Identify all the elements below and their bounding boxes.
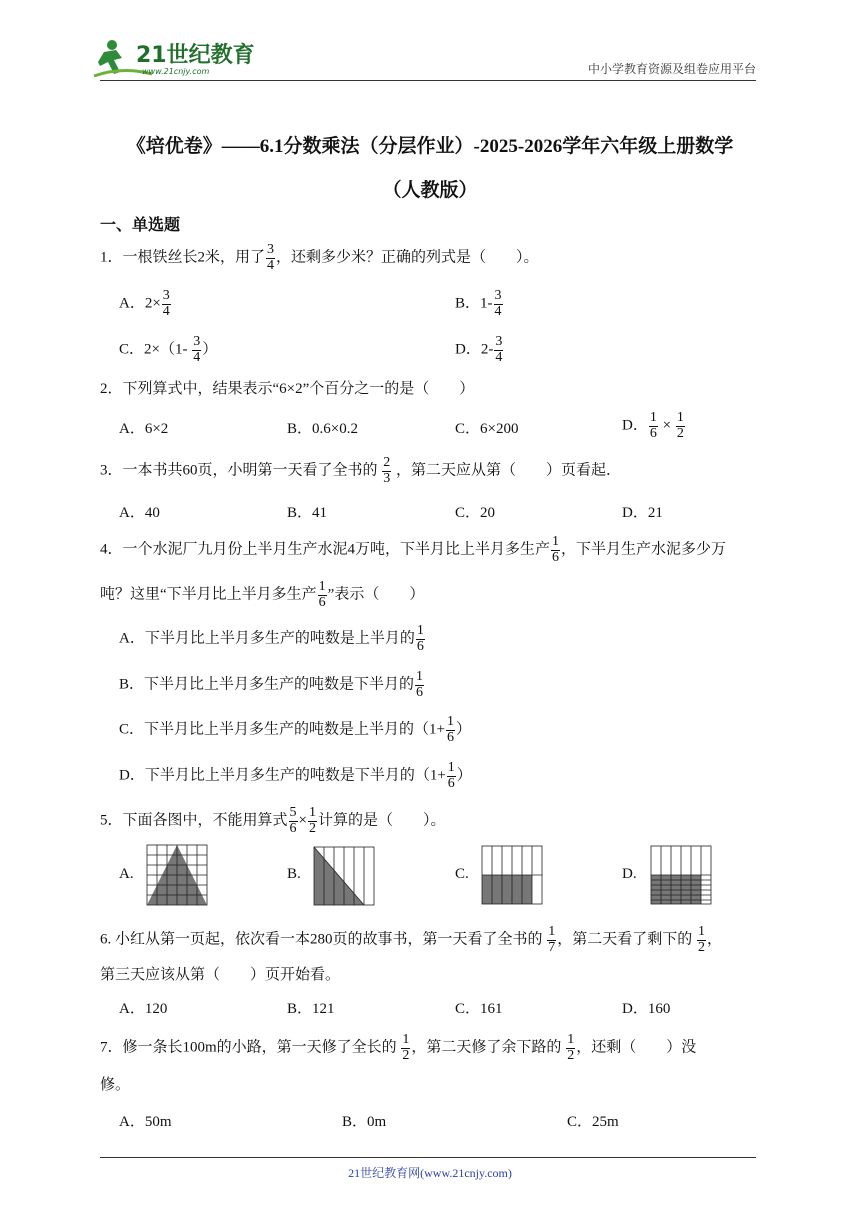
- question-3: 3．一本书共60页，小明第一天看了全书的 $\frac{2}{3}$ ，第二天应从第（ ）页看起．: [100, 455, 622, 486]
- figure-b-diagonal-shading[interactable]: [313, 846, 375, 906]
- option-5c-label[interactable]: C.: [455, 866, 469, 882]
- question-5: 5．下面各图中，不能用算式 $\frac{5}{6}$ × $\frac{1}{2}$ 计算的是（ ）。: [100, 805, 446, 836]
- option-6b[interactable]: B．121: [287, 1001, 335, 1017]
- question-1: 1．一根铁丝长2米，用了 $\frac{3}{4}$ ，还剩多少米？正确的列式是（ ）。: [100, 242, 539, 273]
- section-heading: 一、单选题: [100, 217, 181, 234]
- option-2c[interactable]: C．6×200: [455, 421, 519, 437]
- option-2d[interactable]: D． $\frac{1}{6}$ × $\frac{1}{2}$: [622, 410, 684, 441]
- page-title-line2: （人教版）: [382, 180, 478, 201]
- question-6-line1: 6. 小红从第一页起，依次看一本280页的故事书，第一天看了全书的 $\frac{1}{7}$ ，第二天看了剩下的 $\frac{1}{2}$ ，: [100, 924, 723, 955]
- option-4b[interactable]: B．下半月比上半月多生产的吨数是下半月的 $\frac{1}{6}$: [119, 669, 424, 700]
- option-3a[interactable]: A．40: [119, 505, 160, 521]
- footer-divider: [100, 1157, 756, 1158]
- question-7-line1: 7．修一条长100m的小路，第一天修了全长的 $\frac{1}{2}$ ，第二天修了余下路的 $\frac{1}{2}$ ，还剩（ ）没: [100, 1032, 697, 1063]
- option-4c[interactable]: C．下半月比上半月多生产的吨数是上半月的（1+ $\frac{1}{6}$ ）: [119, 714, 471, 745]
- option-7a[interactable]: A．50m: [119, 1114, 172, 1130]
- option-7b[interactable]: B．0m: [342, 1114, 387, 1130]
- option-3d[interactable]: D．21: [622, 505, 663, 521]
- option-1b[interactable]: B．1- $\frac{3}{4}$: [455, 288, 502, 319]
- option-2a[interactable]: A．6×2: [119, 421, 169, 437]
- page-title-line1: 《培优卷》——6.1分数乘法（分层作业）-2025-2026学年六年级上册数学: [126, 136, 734, 157]
- footer-link[interactable]: 21世纪教育网(www.21cnjy.com): [348, 1166, 512, 1180]
- option-7c[interactable]: C．25m: [567, 1114, 619, 1130]
- header-divider: [100, 80, 756, 81]
- figure-c-half-shaded[interactable]: [481, 845, 543, 905]
- option-4a[interactable]: A．下半月比上半月多生产的吨数是上半月的 $\frac{1}{6}$: [119, 623, 424, 654]
- option-6d[interactable]: D．160: [622, 1001, 671, 1017]
- option-1a[interactable]: A．2× $\frac{3}{4}$: [119, 288, 170, 319]
- option-3c[interactable]: C．20: [455, 505, 496, 521]
- option-2b[interactable]: B．0.6×0.2: [287, 421, 358, 437]
- option-6a[interactable]: A．120: [119, 1001, 168, 1017]
- option-5d-label[interactable]: D.: [622, 866, 637, 882]
- option-5b-label[interactable]: B.: [287, 866, 301, 882]
- platform-name: 中小学教育资源及组卷应用平台: [587, 62, 756, 76]
- option-6c[interactable]: C．161: [455, 1001, 503, 1017]
- svg-text:www.21cnjy.com: www.21cnjy.com: [142, 67, 210, 76]
- question-7-line2: 修。: [100, 1077, 131, 1093]
- option-1d[interactable]: D．2- $\frac{3}{4}$: [455, 334, 503, 365]
- site-logo: [92, 36, 260, 78]
- option-5a-label[interactable]: A.: [119, 866, 134, 882]
- question-4-line2: 吨？这里“下半月比上半月多生产 $\frac{1}{6}$ ”表示（ ）: [100, 579, 425, 610]
- fraction: $\frac{3}{4}$: [267, 242, 275, 273]
- question-2: 2．下列算式中，结果表示“6×2”个百分之一的是（ ）: [100, 381, 475, 397]
- figure-a-triangle-grid[interactable]: [146, 844, 208, 906]
- question-6-line2: 第三天应该从第（ ）页开始看。: [100, 967, 341, 983]
- question-4-line1: 4．一个水泥厂九月份上半月生产水泥4万吨，下半月比上半月多生产 $\frac{1}{6}$ ，下半月生产水泥多少万: [100, 534, 727, 565]
- svg-text:21世纪教育: 21世纪教育: [136, 43, 255, 68]
- option-4d[interactable]: D．下半月比上半月多生产的吨数是下半月的（1+ $\frac{1}{6}$ ）: [119, 760, 472, 791]
- option-1c[interactable]: C．2×（1- $\frac{3}{4}$ ）: [119, 334, 218, 365]
- figure-d-half-shaded-lined[interactable]: [650, 845, 712, 905]
- option-3b[interactable]: B．41: [287, 505, 328, 521]
